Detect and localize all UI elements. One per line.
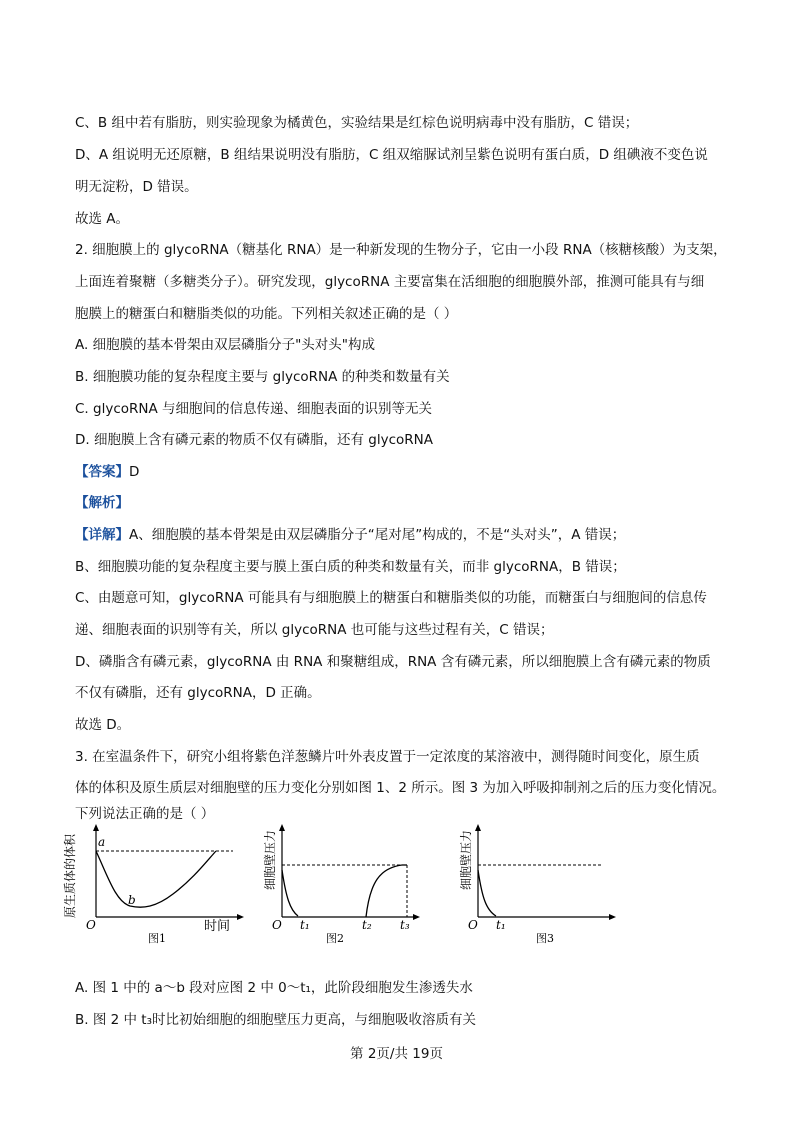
fig3-ylabel: 细胞壁压力 xyxy=(459,829,473,890)
fig1-xlabel: 时间 xyxy=(204,919,231,934)
question-3-line: 下列说法正确的是（ ） xyxy=(75,806,215,822)
figure-3 xyxy=(458,822,618,952)
question-2-line: 2. 细胞膜上的 glycoRNA（糖基化 RNA）是一种新发现的生物分子，它由一小段 RNA（核糖核酸）为支架， xyxy=(75,242,727,258)
fig3-caption: 图3 xyxy=(536,932,554,945)
option-b: B. 图 2 中 t₃时比初始细胞的细胞壁压力更高，与细胞吸收溶质有关 xyxy=(75,1012,477,1028)
question-2-line: 胞膜上的糖蛋白和糖脂类似的功能。下列相关叙述正确的是（ ） xyxy=(75,306,458,322)
detail-line: 递、细胞表面的识别等有关，所以 glycoRNA 也可能与这些过程有关，C 错误； xyxy=(75,622,554,638)
fig2-origin: O xyxy=(272,918,282,932)
fig1-point-b: b xyxy=(128,893,136,907)
fig1-point-a: a xyxy=(98,835,106,849)
detail-tag: 【详解】 xyxy=(75,527,129,543)
page-footer: 第 2页/共 19页 xyxy=(350,1046,443,1062)
detail-line: 不仅有磷脂，还有 glycoRNA，D 正确。 xyxy=(75,685,321,701)
detail-text: A、细胞膜的基本骨架是由双层磷脂分子“尾对尾”构成的，不是“头对头”，A 错误； xyxy=(129,527,626,543)
detail-line xyxy=(75,526,625,544)
detail-line: C、由题意可知，glycoRNA 可能具有与细胞膜上的糖蛋白和糖脂类似的功能，而糖蛋白与细胞间的信息传 xyxy=(75,590,707,606)
fig1-caption: 图1 xyxy=(148,932,166,945)
detail-line: D、磷脂含有磷元素，glycoRNA 由 RNA 和聚糖组成，RNA 含有磷元素，所以细胞膜上含有磷元素的物质 xyxy=(75,654,711,670)
answer-tag: 【答案】 xyxy=(75,464,129,480)
fig2-t2: t₂ xyxy=(362,918,372,932)
fig2-caption: 图2 xyxy=(326,932,344,945)
fig3-t1: t₁ xyxy=(496,918,506,932)
text-line: D、A 组说明无还原糖，B 组结果说明没有脂肪，C 组双缩脲试剂呈紫色说明有蛋白质，D 组碘液不变色说 xyxy=(75,147,708,163)
figure-2 xyxy=(262,822,422,952)
option-c: C. glycoRNA 与细胞间的信息传递、细胞表面的识别等无关 xyxy=(75,401,433,417)
text-line: 故选 A。 xyxy=(75,211,130,227)
option-a: A. 图 1 中的 a～b 段对应图 2 中 0～t₁，此阶段细胞发生渗透失水 xyxy=(75,980,473,996)
analysis-line xyxy=(75,494,129,512)
option-a: A. 细胞膜的基本骨架由双层磷脂分子"头对头"构成 xyxy=(75,337,375,353)
question-3-line: 3. 在室温条件下，研究小组将紫色洋葱鳞片叶外表皮置于一定浓度的某溶液中，测得随时间变化，原生质 xyxy=(75,749,700,765)
fig1-ylabel: 原生质体的体积 xyxy=(63,833,77,918)
fig2-t1: t₁ xyxy=(300,918,310,932)
fig2-ylabel: 细胞壁压力 xyxy=(263,829,277,890)
text-line: 明无淀粉，D 错误。 xyxy=(75,179,198,195)
option-d: D. 细胞膜上含有磷元素的物质不仅有磷脂，还有 glycoRNA xyxy=(75,432,433,448)
fig1-origin: O xyxy=(86,918,96,932)
option-b: B. 细胞膜功能的复杂程度主要与 glycoRNA 的种类和数量有关 xyxy=(75,369,450,385)
answer-value: D xyxy=(129,464,140,480)
fig2-t3: t₃ xyxy=(400,918,410,932)
figure-1 xyxy=(63,822,248,952)
question-3-line: 体的体积及原生质层对细胞壁的压力变化分别如图 1、2 所示。图 3 为加入呼吸抑制剂之后的压力变化情况。 xyxy=(75,780,726,796)
detail-line: 故选 D。 xyxy=(75,717,131,733)
text-line: C、B 组中若有脂肪，则实验现象为橘黄色，实验结果是红棕色说明病毒中没有脂肪，C 错误； xyxy=(75,115,639,131)
question-2-line: 上面连着聚糖（多糖类分子）。研究发现，glycoRNA 主要富集在活细胞的细胞膜外部，推测可能具有与细 xyxy=(75,274,705,290)
answer-line xyxy=(75,463,139,481)
analysis-tag: 【解析】 xyxy=(75,495,129,511)
fig3-origin: O xyxy=(468,918,478,932)
detail-line: B、细胞膜功能的复杂程度主要与膜上蛋白质的种类和数量有关，而非 glycoRNA，B 错误； xyxy=(75,559,626,575)
